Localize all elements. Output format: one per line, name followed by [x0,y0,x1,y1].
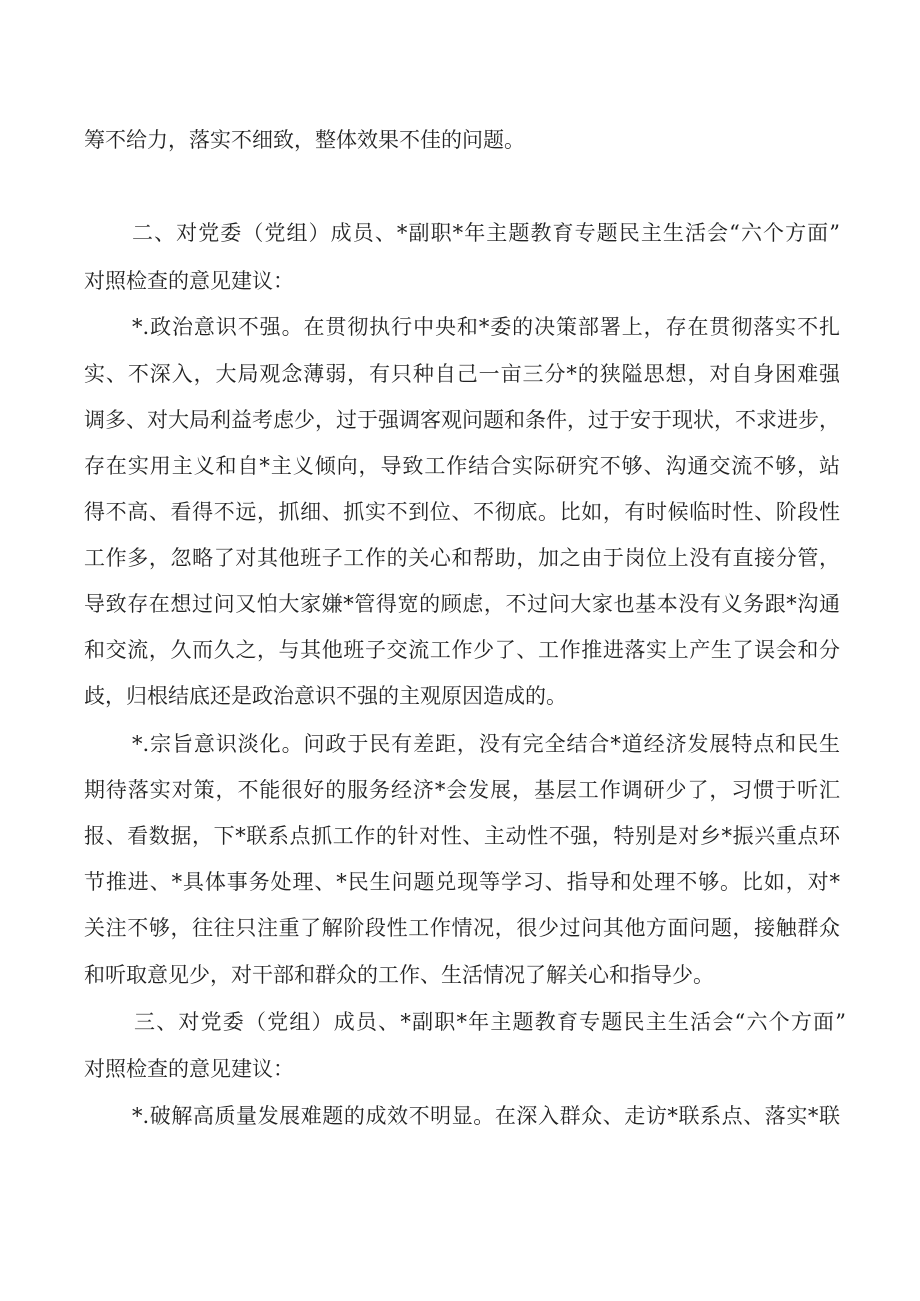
paragraph-line: 实、不深入，大局观念薄弱，有只种自己一亩三分*的狭隘思想，对自身困难强 [84,362,840,386]
paragraph-line: 节推进、*具体事务处理、*民生问题兑现等学习、指导和处理不够。比如，对* [84,870,840,894]
paragraph-line: 和交流，久而久之，与其他班子交流工作少了、工作推进落实上产生了误会和分 [84,638,840,662]
paragraph-line: 得不高、看得不远，抓细、抓实不到位、不彻底。比如，有时候临时性、阶段性 [84,500,840,524]
paragraph-line: 歧，归根结底还是政治意识不强的主观原因造成的。 [84,684,567,708]
section-heading-cont: 对照检查的意见建议： [84,269,294,293]
paragraph-line: 报、看数据，下*联系点抓工作的针对性、主动性不强，特别是对乡*振兴重点环 [84,824,840,848]
paragraph-line: *.宗旨意识淡化。问政于民有差距，没有完全结合*道经济发展特点和民生 [132,732,840,756]
paragraph-line: 和听取意见少，对干部和群众的工作、生活情况了解关心和指导少。 [84,963,714,987]
paragraph-line: 存在实用主义和自*主义倾向，导致工作结合实际研究不够、沟通交流不够，站 [84,454,840,478]
paragraph-line: *.破解高质量发展难题的成效不明显。在深入群众、走访*联系点、落实*联 [132,1104,840,1128]
section-heading: 二、对党委（党组）成员、*副职*年主题教育专题民主生活会“六个方面” [132,221,840,245]
section-heading-cont: 对照检查的意见建议： [84,1057,294,1081]
section-heading: 三、对党委（党组）成员、*副职*年主题教育专题民主生活会“六个方面” [134,1010,846,1034]
paragraph-line: 关注不够，往往只注重了解阶段性工作情况，很少过问其他方面问题，接触群众 [84,916,840,940]
paragraph-line: 筹不给力，落实不细致，整体效果不佳的问题。 [84,128,525,152]
paragraph-line: 期待落实对策，不能很好的服务经济*会发展，基层工作调研少了，习惯于听汇 [84,778,840,802]
paragraph-line: 调多、对大局利益考虑少，过于强调客观问题和条件，过于安于现状，不求进步， [84,408,840,432]
paragraph-line: *.政治意识不强。在贯彻执行中央和*委的决策部署上，存在贯彻落实不扎 [132,315,840,339]
paragraph-line: 工作多，忽略了对其他班子工作的关心和帮助，加之由于岗位上没有直接分管， [84,546,840,570]
paragraph-line: 导致存在想过问又怕大家嫌*管得宽的顾虑，不过问大家也基本没有义务跟*沟通 [84,592,840,616]
